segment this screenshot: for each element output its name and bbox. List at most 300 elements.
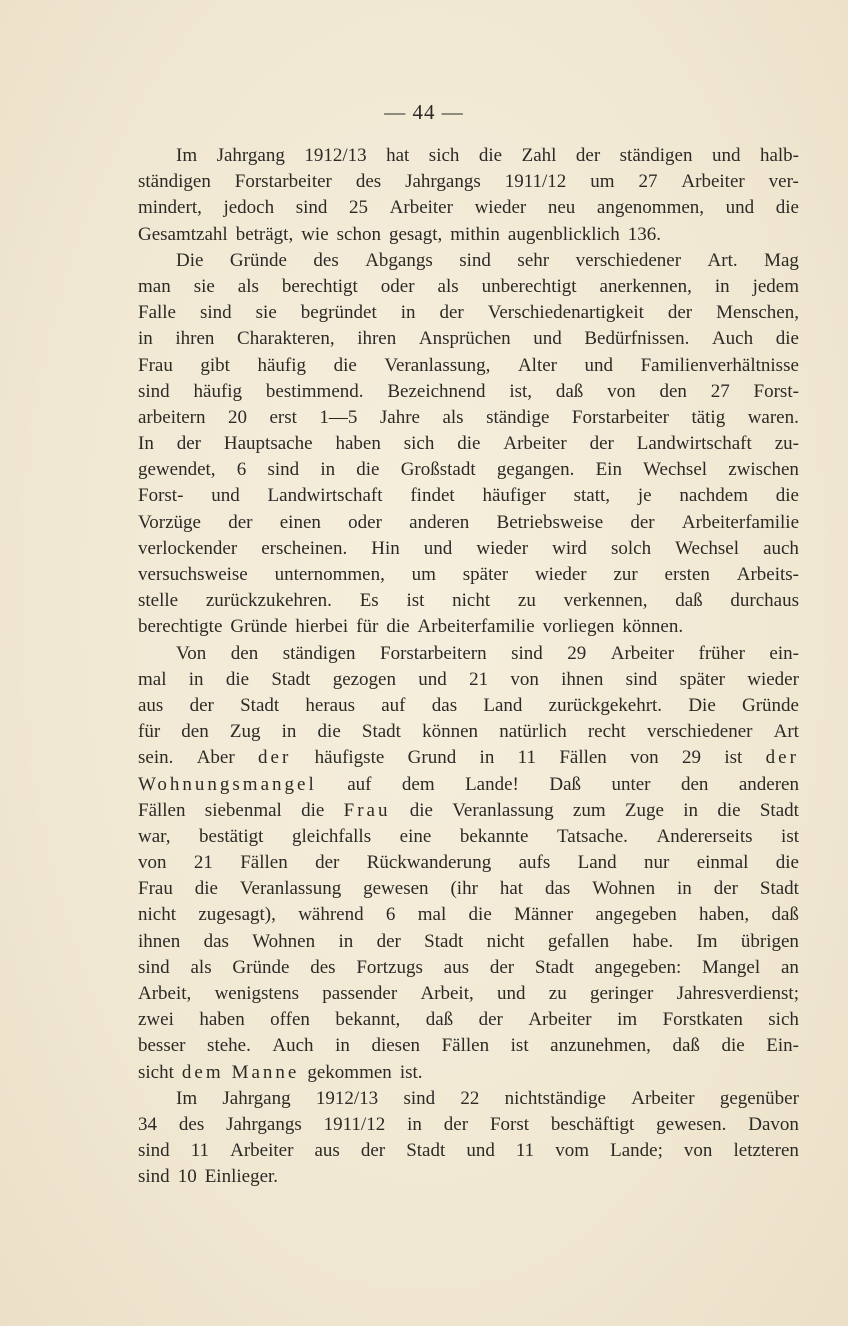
word: Arbeiterfamilie	[417, 616, 535, 638]
text-line	[138, 955, 799, 981]
word: gleichfalls	[291, 825, 372, 847]
text-line	[138, 981, 799, 1007]
page-number: — 44 —	[384, 100, 464, 124]
word: jedoch	[223, 197, 275, 219]
word: später	[462, 564, 509, 585]
word: des	[313, 249, 339, 271]
word: während	[298, 904, 364, 926]
word: Großstadt	[400, 459, 476, 481]
word: Landwirtschaft	[267, 485, 383, 507]
word: Es	[359, 590, 379, 612]
word: Andererseits	[656, 825, 753, 847]
text-line	[138, 1164, 799, 1190]
word: Stadt	[534, 956, 574, 978]
word: der	[228, 511, 253, 533]
word: haben	[335, 433, 381, 455]
word: ist.	[399, 1061, 423, 1083]
word: dem	[401, 773, 435, 795]
word: den	[659, 380, 687, 402]
word: die	[194, 878, 218, 900]
word: ständigen	[138, 171, 211, 193]
word: recht	[587, 721, 626, 743]
word: durchaus	[730, 590, 799, 612]
word: in	[188, 668, 204, 690]
word: Stadt	[361, 721, 401, 743]
text-line	[138, 876, 799, 902]
word: Betriebsweise	[496, 511, 604, 533]
word: 6	[236, 459, 247, 481]
word: ständige	[486, 406, 550, 428]
text-line	[138, 667, 799, 693]
word: des	[310, 956, 336, 978]
word: Rückwanderung	[366, 852, 492, 874]
word: unter	[611, 773, 651, 795]
word: heraus	[305, 694, 355, 716]
word: Frau	[138, 354, 173, 376]
text-line	[138, 510, 799, 536]
text-line	[138, 1060, 799, 1086]
word: der	[439, 302, 464, 324]
word: und	[497, 983, 526, 1004]
word: des	[178, 1113, 205, 1135]
word: Männer	[514, 904, 574, 926]
word: verlockender	[138, 537, 238, 559]
word: Forstkaten	[662, 1009, 743, 1031]
word: aus	[443, 956, 469, 978]
word: Davon	[748, 1113, 799, 1135]
word: sich	[428, 145, 460, 166]
word: der	[667, 302, 693, 324]
word: Einlieger.	[204, 1166, 279, 1188]
word: der	[189, 694, 214, 716]
word: mindert,	[138, 197, 202, 219]
word: Land	[577, 852, 617, 874]
word: können.	[622, 616, 684, 638]
word: Arbeiter	[631, 1087, 695, 1109]
word: der	[765, 747, 799, 769]
word: mal	[138, 668, 167, 690]
word: sie	[193, 275, 215, 297]
word: Gründe	[229, 249, 287, 271]
word: der	[443, 1113, 469, 1135]
word: besser	[138, 1035, 186, 1057]
word: Stadt	[759, 799, 799, 821]
word: Wohnungsmangel	[138, 773, 317, 795]
word: Ein	[595, 459, 622, 481]
word: Zahl	[521, 145, 557, 166]
word: für	[356, 616, 379, 638]
word: Mangel	[702, 956, 761, 978]
word: natürlich	[499, 721, 567, 743]
word: 21	[193, 852, 213, 874]
word: sind	[138, 380, 170, 402]
word: die	[468, 904, 492, 926]
word: oder	[348, 511, 382, 533]
word: zu	[548, 983, 567, 1004]
word: ihnen	[138, 930, 181, 952]
text-line	[138, 143, 799, 169]
word: zurückzukehren.	[205, 590, 332, 612]
word: 1—5	[319, 406, 358, 428]
word: Arbeiter	[528, 1009, 592, 1031]
word: Im	[176, 145, 198, 166]
word: bekannt,	[335, 1009, 401, 1031]
word: daß	[555, 380, 584, 402]
word: Veranlassung,	[384, 354, 491, 376]
word: beträgt,	[235, 223, 294, 245]
word: als	[237, 275, 259, 297]
word: der	[376, 930, 401, 952]
word: das	[544, 878, 571, 900]
word: 29	[567, 642, 587, 664]
word: Vorzüge	[138, 511, 201, 533]
word: 20	[228, 406, 247, 428]
word: hierbei	[295, 616, 349, 638]
word: mal	[417, 904, 447, 926]
word: an	[780, 956, 799, 978]
text-line	[138, 379, 799, 405]
word: offen	[270, 1009, 310, 1031]
word: Manne	[231, 1061, 300, 1083]
word: sich	[768, 1009, 799, 1031]
word: der	[575, 145, 601, 166]
word: Die	[688, 694, 716, 716]
word: 1912/13	[304, 145, 367, 166]
word: Aber	[196, 747, 235, 769]
word: in	[320, 459, 336, 481]
word: nachdem	[679, 485, 748, 507]
word: zurückgekehrt.	[548, 694, 663, 716]
word: Daß	[549, 773, 581, 795]
word: anerkennen,	[599, 275, 692, 297]
word: Jahrgangs	[405, 171, 481, 193]
text-line	[138, 405, 799, 431]
word: sind	[267, 459, 300, 481]
word: die	[721, 1035, 745, 1057]
text-line	[138, 248, 799, 274]
word: und	[211, 485, 240, 507]
word: und	[418, 668, 447, 690]
text-line	[138, 772, 799, 798]
word: je	[637, 485, 652, 507]
word: Jahresverdienst;	[676, 983, 799, 1004]
word: der	[360, 1140, 386, 1162]
word: in	[138, 328, 153, 350]
word: die	[717, 799, 741, 821]
text-line	[138, 929, 799, 955]
word: halb-	[759, 145, 799, 166]
word: neu	[547, 197, 576, 219]
word: Jahre	[379, 406, 420, 428]
word: Forstarbeitern	[380, 642, 487, 664]
word: der	[478, 1009, 503, 1031]
word: schon	[336, 223, 381, 245]
word: verschiedener	[575, 249, 682, 271]
word: wenigstens	[214, 983, 299, 1004]
word: von	[683, 1140, 713, 1162]
word: 29	[682, 747, 701, 769]
word: statt,	[573, 485, 611, 507]
word: wieder	[747, 668, 799, 690]
word: 21	[469, 668, 489, 690]
word: solch	[610, 537, 652, 559]
word: begründet	[300, 302, 377, 324]
word: anzunehmen,	[550, 1035, 651, 1057]
word: Arbeiter	[681, 171, 745, 193]
word: Jahrgang	[222, 1087, 291, 1109]
text-line	[138, 798, 799, 824]
word: 34	[138, 1113, 157, 1135]
word: Abgangs	[365, 249, 433, 271]
word: Gründe	[230, 616, 288, 638]
word: nicht	[452, 590, 491, 612]
word: von	[630, 747, 659, 769]
word: Fällen	[559, 747, 607, 769]
word: Gründe	[742, 694, 799, 716]
word: hat	[499, 878, 524, 900]
word: Wohnen	[252, 930, 316, 952]
word: aufs	[518, 852, 551, 874]
word: und	[584, 354, 614, 376]
word: später	[679, 668, 725, 690]
word: 1912/13	[315, 1087, 379, 1109]
text-line	[138, 1086, 799, 1112]
word: 22	[460, 1087, 480, 1109]
word: Alter	[517, 354, 557, 376]
word: gekommen	[307, 1061, 392, 1083]
word: daß	[771, 904, 799, 926]
word: Stadt	[406, 1140, 446, 1162]
word: gewesen.	[656, 1113, 727, 1135]
word: in	[407, 1113, 422, 1135]
word: Jahrgangs	[226, 1113, 302, 1135]
word: In	[138, 433, 154, 455]
word: 1911/12	[323, 1113, 386, 1135]
word: die	[775, 485, 799, 507]
word: oder	[380, 275, 415, 297]
word: Forst-	[753, 380, 799, 402]
word: ist,	[509, 380, 533, 402]
text-line	[138, 353, 799, 379]
word: sind	[199, 302, 232, 324]
word: gibt	[200, 354, 230, 376]
word: waren.	[747, 406, 799, 428]
word: Ein-	[766, 1035, 799, 1057]
word: von	[138, 852, 167, 874]
word: ist	[724, 747, 743, 769]
word: ein-	[769, 642, 799, 664]
word: sind	[138, 1166, 170, 1188]
word: siebenmal	[204, 799, 282, 821]
word: eine	[399, 825, 432, 847]
word: der	[315, 852, 340, 874]
word: Wechsel	[643, 459, 708, 481]
text-line	[138, 824, 799, 850]
word: in	[338, 930, 354, 952]
word: die	[457, 433, 481, 455]
word: der	[489, 956, 515, 978]
word: häufigste	[314, 747, 385, 769]
word: Frau	[343, 799, 391, 821]
word: der	[630, 511, 655, 533]
text-line	[138, 850, 799, 876]
word: Bedürfnissen.	[584, 328, 690, 350]
word: in	[281, 721, 297, 743]
word: wieder	[474, 197, 527, 219]
word: sind	[295, 197, 328, 219]
word: Im	[176, 1087, 198, 1109]
word: Arbeit,	[138, 983, 192, 1004]
text-line	[138, 693, 799, 719]
text-line	[138, 274, 799, 300]
word: angegeben:	[594, 956, 682, 978]
word: sich	[403, 433, 435, 455]
word: Arbeiter	[503, 433, 567, 455]
word: der	[589, 433, 614, 455]
word: Art	[773, 721, 799, 743]
word: unternommen,	[274, 564, 385, 585]
word: berechtigte	[138, 616, 223, 638]
word: Arbeiter	[230, 1140, 294, 1162]
word: zum	[572, 799, 606, 821]
word: auf	[347, 773, 372, 795]
word: Familienverhältnisse	[640, 354, 799, 376]
word: arbeitern	[138, 406, 206, 428]
word: gewendet,	[138, 459, 216, 481]
word: Die	[176, 249, 204, 271]
word: wie	[301, 223, 329, 245]
text-line	[138, 562, 799, 588]
word: übrigen	[740, 930, 799, 952]
text-line	[138, 745, 799, 771]
word: unberechtigt	[481, 275, 577, 297]
word: wird	[552, 537, 587, 559]
word: war,	[138, 825, 171, 847]
text-line	[138, 719, 799, 745]
word: Von	[176, 642, 207, 664]
word: ist	[406, 590, 425, 612]
word: Auch	[272, 1035, 314, 1057]
word: früher	[698, 642, 745, 664]
word: das	[431, 694, 458, 716]
word: ist	[510, 1035, 529, 1057]
word: die	[225, 668, 250, 690]
word: Jahrgang	[216, 145, 285, 166]
word: Forst-	[138, 485, 184, 507]
word: zur	[613, 564, 638, 585]
word: verschiedener	[646, 721, 753, 743]
word: daß	[675, 590, 703, 612]
word: diesen	[371, 1035, 421, 1057]
word: Arbeits-	[736, 564, 799, 585]
text-line	[138, 300, 799, 326]
word: Arbeiterfamilie	[681, 511, 799, 533]
word: in	[335, 1035, 350, 1057]
word: Land	[483, 694, 523, 716]
word: anderen	[738, 773, 799, 795]
word: um	[590, 171, 615, 193]
word: Verschiedenartigkeit	[487, 302, 644, 324]
word: Arbeit,	[420, 983, 474, 1004]
word: sicht	[138, 1061, 174, 1083]
word: 27	[638, 171, 658, 193]
word: 6	[385, 904, 396, 926]
word: den	[181, 721, 209, 743]
word: 11	[515, 1140, 535, 1162]
word: verkennen,	[563, 590, 648, 612]
word: gewesen	[363, 878, 429, 900]
word: sind	[138, 1140, 170, 1162]
word: häufig	[257, 354, 307, 376]
text-line	[138, 1033, 799, 1059]
word: bestimmend.	[265, 380, 364, 402]
word: können	[422, 721, 479, 743]
word: von	[510, 668, 539, 690]
word: Veranlassung	[239, 878, 342, 900]
word: Wechsel	[675, 537, 740, 559]
word: ersten	[664, 564, 710, 585]
word: Arbeiter	[389, 197, 453, 219]
word: auch	[763, 537, 799, 559]
text-line	[138, 902, 799, 928]
word: die	[317, 721, 341, 743]
word: die	[775, 328, 799, 350]
text-line	[138, 326, 799, 352]
text-line	[138, 1138, 799, 1164]
word: des	[355, 171, 382, 193]
word: wieder	[534, 564, 587, 585]
word: passender	[322, 983, 398, 1004]
word: Forst	[489, 1113, 530, 1135]
word: Art.	[707, 249, 738, 271]
word: als	[190, 956, 212, 978]
word: einen	[279, 511, 321, 533]
word: Menschen,	[716, 302, 799, 324]
text-line	[138, 457, 799, 483]
word: Zuge	[624, 799, 664, 821]
word: Ansprüchen	[418, 328, 511, 350]
word: Stadt	[759, 878, 799, 900]
word: gefallen	[547, 930, 610, 952]
word: in	[400, 302, 416, 324]
word: letzteren	[733, 1140, 799, 1162]
word: 25	[349, 197, 369, 219]
word: Stadt	[424, 930, 464, 952]
word: die	[386, 616, 410, 638]
word: Fällen	[240, 852, 288, 874]
word: Gründe	[232, 956, 290, 978]
word: ständigen	[619, 145, 693, 166]
word: nur	[644, 852, 670, 874]
text-line	[138, 536, 799, 562]
word: auf	[381, 694, 406, 716]
word: in	[677, 878, 692, 900]
word: ver-	[768, 171, 799, 193]
word: in	[714, 275, 730, 297]
word: und	[711, 145, 741, 166]
word: Forstarbeiter	[571, 406, 669, 428]
word: 10	[177, 1166, 197, 1188]
word: sind	[511, 642, 543, 664]
word: vorliegen	[542, 616, 615, 638]
word: haben,	[699, 904, 750, 926]
word: zwischen	[728, 459, 799, 481]
word: Tatsache.	[556, 825, 628, 847]
word: als	[437, 275, 459, 297]
word: ist	[781, 825, 799, 847]
word: nicht	[486, 930, 525, 952]
word: Fällen	[441, 1035, 490, 1057]
